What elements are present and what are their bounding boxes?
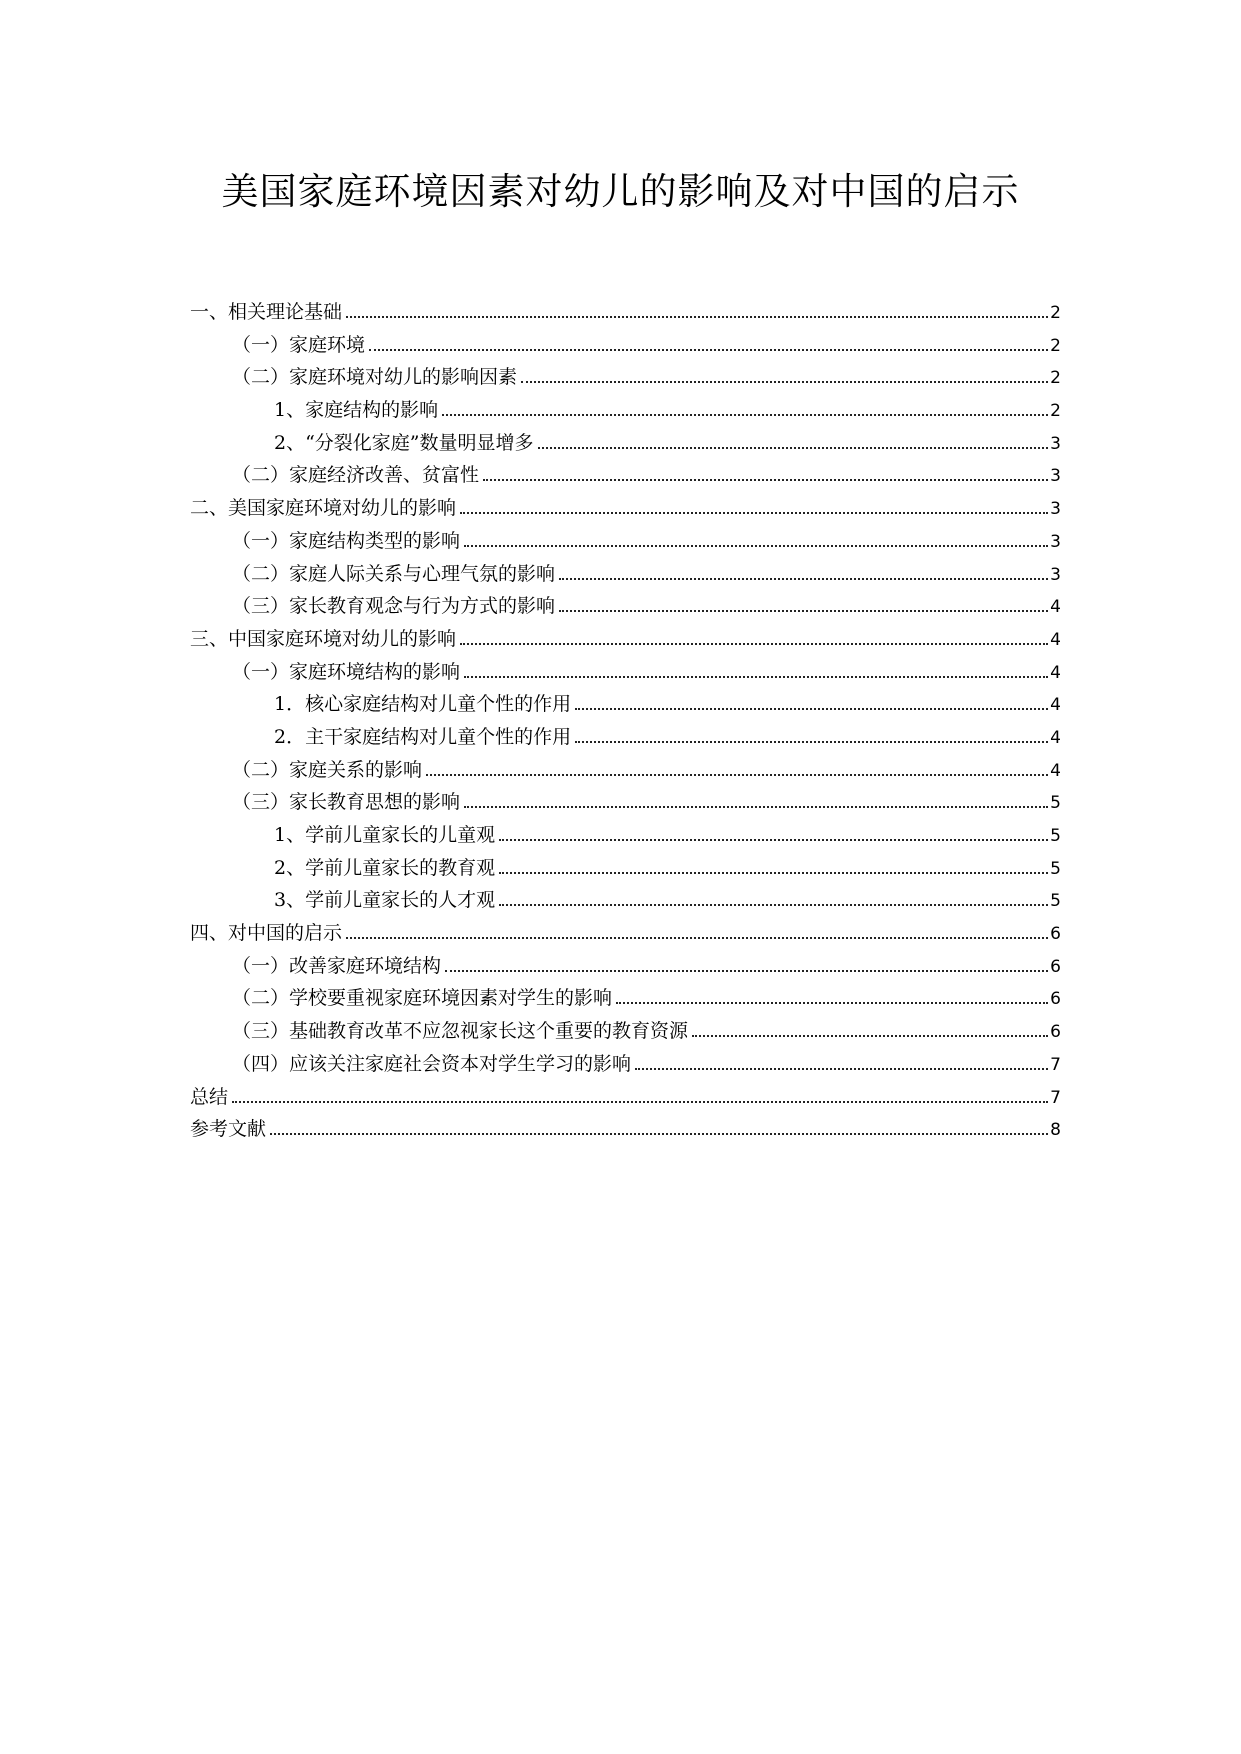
- toc-dot-leader: [460, 512, 1048, 514]
- toc-entry-label: （二）家庭关系的影响: [232, 758, 423, 781]
- toc-dot-leader: [270, 1133, 1048, 1135]
- toc-dot-leader: [426, 774, 1048, 776]
- toc-entry[interactable]: [190, 1048, 1061, 1081]
- toc-entry-page-number: 2: [1050, 303, 1061, 323]
- toc-entry-page-number: 4: [1050, 629, 1061, 650]
- toc-entry-page-number: 4: [1050, 597, 1061, 618]
- toc-dot-leader: [499, 872, 1048, 874]
- toc-entry-label: 1、家庭结构的影响: [274, 399, 439, 422]
- toc-entry-page-number: 3: [1050, 531, 1061, 552]
- toc-entry[interactable]: [190, 296, 1061, 329]
- toc-entry-page-number: 5: [1050, 826, 1061, 846]
- toc-entry-page-number: 5: [1050, 793, 1061, 814]
- toc-dot-leader: [521, 381, 1048, 383]
- toc-dot-leader: [483, 479, 1048, 481]
- toc-entry[interactable]: [190, 852, 1061, 885]
- toc-entry-label: 二、美国家庭环境对幼儿的影响: [190, 497, 457, 520]
- toc-dot-leader: [464, 676, 1048, 678]
- toc-dot-leader: [445, 970, 1048, 972]
- toc-entry-page-number: 2: [1050, 335, 1061, 356]
- toc-entry-page-number: 6: [1050, 1022, 1061, 1043]
- toc-entry[interactable]: [190, 1113, 1061, 1146]
- toc-entry-page-number: 4: [1050, 727, 1061, 748]
- toc-entry-label: 2．主干家庭结构对儿童个性的作用: [274, 725, 572, 748]
- toc-entry[interactable]: [190, 590, 1061, 623]
- toc-entry-page-number: 3: [1050, 466, 1061, 487]
- toc-entry[interactable]: [190, 361, 1061, 394]
- toc-entry[interactable]: [190, 754, 1061, 787]
- toc-entry[interactable]: [190, 459, 1061, 492]
- toc-entry-page-number: 4: [1050, 662, 1061, 683]
- toc-entry-page-number: 7: [1050, 1087, 1061, 1108]
- toc-entry-page-number: 6: [1050, 924, 1061, 945]
- toc-dot-leader: [464, 545, 1048, 547]
- toc-entry[interactable]: [190, 329, 1061, 362]
- toc-entry-label: （三）家长教育观念与行为方式的影响: [232, 595, 556, 618]
- toc-entry-page-number: 4: [1050, 695, 1061, 716]
- toc-entry-page-number: 8: [1050, 1120, 1061, 1141]
- toc-entry-page-number: 4: [1050, 760, 1061, 781]
- toc-entry[interactable]: [190, 917, 1061, 950]
- toc-entry-page-number: 3: [1050, 433, 1061, 454]
- toc-dot-leader: [559, 578, 1048, 580]
- toc-entry-label: （三）基础教育改革不应忽视家长这个重要的教育资源: [232, 1020, 689, 1043]
- toc-entry[interactable]: [190, 982, 1061, 1015]
- toc-dot-leader: [692, 1035, 1048, 1037]
- toc-dot-leader: [499, 839, 1048, 841]
- toc-entry[interactable]: [190, 819, 1061, 852]
- toc-entry-label: 2、“分裂化家庭”数量明显增多: [274, 431, 534, 454]
- toc-entry[interactable]: [190, 656, 1061, 689]
- document-title: 美国家庭环境因素对幼儿的影响及对中国的启示: [221, 170, 1020, 213]
- toc-entry-page-number: 5: [1050, 858, 1061, 879]
- toc-entry-label: 四、对中国的启示: [190, 922, 343, 945]
- toc-entry-page-number: 2: [1050, 368, 1061, 389]
- toc-entry-page-number: 6: [1050, 956, 1061, 977]
- toc-entry[interactable]: [190, 525, 1061, 558]
- toc-dot-leader: [616, 1002, 1048, 1004]
- toc-entry[interactable]: [190, 1081, 1061, 1114]
- toc-entry[interactable]: [190, 950, 1061, 983]
- toc-entry-page-number: 6: [1050, 989, 1061, 1010]
- toc-dot-leader: [460, 643, 1048, 645]
- toc-entry-label: 一、相关理论基础: [190, 301, 343, 323]
- toc-entry-label: （三）家长教育思想的影响: [232, 791, 461, 814]
- toc-entry-label: （一）家庭结构类型的影响: [232, 529, 461, 552]
- toc-entry-label: 1、学前儿童家长的儿童观: [274, 824, 496, 846]
- toc-entry-label: （一）改善家庭环境结构: [232, 954, 442, 977]
- toc-entry-label: （二）家庭环境对幼儿的影响因素: [232, 366, 518, 389]
- toc-dot-leader: [635, 1068, 1048, 1070]
- toc-dot-leader: [538, 447, 1049, 449]
- toc-entry-label: 总结: [190, 1085, 229, 1108]
- toc-entry[interactable]: [190, 786, 1061, 819]
- toc-dot-leader: [499, 904, 1048, 906]
- toc-dot-leader: [575, 741, 1048, 743]
- toc-entry-label: 三、中国家庭环境对幼儿的影响: [190, 627, 457, 650]
- toc-entry[interactable]: [190, 492, 1061, 525]
- toc-entry-label: （二）学校要重视家庭环境因素对学生的影响: [232, 987, 613, 1010]
- toc-entry-page-number: 3: [1050, 564, 1061, 585]
- toc-dot-leader: [575, 708, 1048, 710]
- toc-dot-leader: [232, 1101, 1048, 1103]
- toc-entry[interactable]: [190, 1015, 1061, 1048]
- toc-dot-leader: [559, 610, 1048, 612]
- toc-entry[interactable]: [190, 427, 1061, 460]
- toc-entry[interactable]: [190, 623, 1061, 656]
- toc-entry-page-number: 5: [1050, 891, 1061, 912]
- toc-entry[interactable]: [190, 558, 1061, 591]
- toc-entry-label: 3、学前儿童家长的人才观: [274, 889, 496, 912]
- toc-entry-label: （一）家庭环境: [232, 333, 366, 356]
- toc-dot-leader: [442, 414, 1048, 416]
- table-of-contents: [190, 296, 1061, 1146]
- toc-entry-page-number: 3: [1050, 499, 1061, 520]
- toc-entry-label: （一）家庭环境结构的影响: [232, 660, 461, 683]
- toc-dot-leader: [346, 937, 1048, 939]
- toc-entry-page-number: 7: [1050, 1054, 1061, 1075]
- toc-entry-label: 参考文献: [190, 1118, 267, 1141]
- toc-dot-leader: [464, 806, 1048, 808]
- toc-entry[interactable]: [190, 721, 1061, 754]
- toc-entry-label: （二）家庭经济改善、贫富性: [232, 464, 480, 487]
- toc-entry-page-number: 2: [1050, 401, 1061, 422]
- toc-entry[interactable]: [190, 394, 1061, 427]
- toc-entry-label: 2、学前儿童家长的教育观: [274, 856, 496, 879]
- toc-entry-label: （四）应该关注家庭社会资本对学生学习的影响: [232, 1052, 632, 1075]
- toc-dot-leader: [369, 349, 1048, 351]
- toc-entry[interactable]: [190, 688, 1061, 721]
- toc-dot-leader: [346, 316, 1048, 318]
- toc-entry-label: 1．核心家庭结构对儿童个性的作用: [274, 693, 572, 716]
- toc-entry[interactable]: [190, 884, 1061, 917]
- toc-entry-label: （二）家庭人际关系与心理气氛的影响: [232, 562, 556, 585]
